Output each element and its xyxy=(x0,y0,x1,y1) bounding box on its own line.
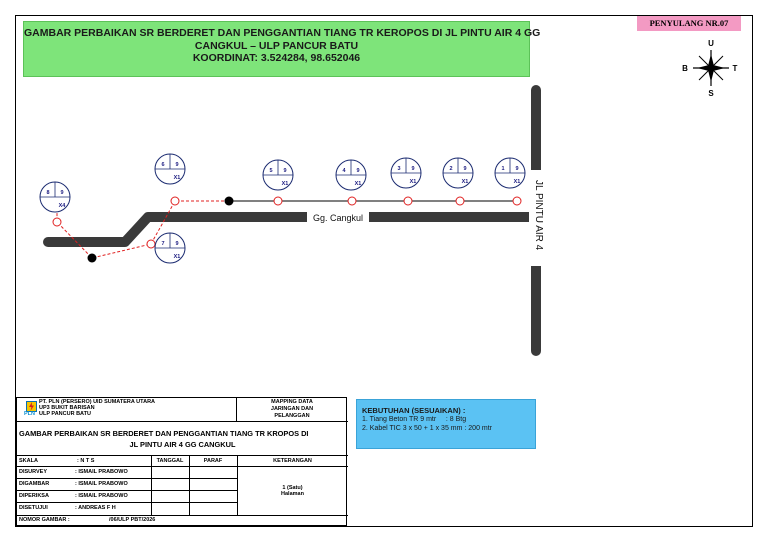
penyulang-label: PENYULANG NR.07 xyxy=(637,16,741,31)
kebutuhan-heading: KEBUTUHAN (SESUAIKAN) : xyxy=(362,406,466,415)
mapping-line-3: PELANGGAN xyxy=(274,413,310,419)
table-header-keterangan: KETERANGAN xyxy=(273,458,312,464)
pln-logo-text: PLN xyxy=(24,411,35,417)
table-header-tanggal: TANGGAL xyxy=(156,458,184,464)
svg-text:X1: X1 xyxy=(513,179,521,185)
title-coordinates: KOORDINAT: 3.524284, 98.652046 xyxy=(192,52,361,64)
svg-text:X1: X1 xyxy=(173,254,181,260)
row-disetujui-label: DISETUJUI xyxy=(19,505,48,511)
row-diperiksa-value: : ISMAIL PRABOWO xyxy=(75,493,128,499)
table-header-scale-value: : N T S xyxy=(77,458,95,464)
svg-text:6: 6 xyxy=(161,162,165,168)
title-block xyxy=(16,397,347,526)
pole-symbol-6 xyxy=(155,154,185,184)
nomor-gambar-value: /06/ULP PBT/2026 xyxy=(109,517,156,523)
title-line-2: CANGKUL – ULP PANCUR BATU xyxy=(194,39,359,52)
svg-text:X4: X4 xyxy=(58,203,66,209)
svg-text:3: 3 xyxy=(397,166,401,172)
svg-text:X1: X1 xyxy=(409,179,417,185)
company-line-1: PT. PLN (PERSERO) UID SUMATERA UTARA xyxy=(39,399,156,405)
company-line-2: UP3 BUKIT BARISAN xyxy=(39,405,95,411)
svg-text:X1: X1 xyxy=(173,175,181,181)
pole-symbol-7 xyxy=(155,233,185,263)
pole-symbol-3 xyxy=(391,158,421,188)
pole-symbol-8 xyxy=(40,182,70,212)
row-digambar-label: DIGAMBAR xyxy=(19,481,50,487)
street-label-main: JL PINTU AIR 4 xyxy=(533,180,544,251)
keterangan-halaman: Halaman xyxy=(281,491,304,497)
kebutuhan-box xyxy=(356,399,536,449)
compass-south: S xyxy=(708,89,714,98)
kebutuhan-item-1: 1. Tiang Beton TR 9 mtr : 8 Btg xyxy=(362,416,467,423)
mapping-line-1: MAPPING DATA xyxy=(271,399,313,405)
row-digambar-value: : ISMAIL PRABOWO xyxy=(75,481,128,487)
svg-text:8: 8 xyxy=(46,190,50,196)
svg-text:X1: X1 xyxy=(354,181,362,187)
row-diperiksa-label: DIPERIKSA xyxy=(19,493,49,499)
drawing-title-line-2: JL PINTU AIR 4 GG CANGKUL xyxy=(129,440,236,449)
svg-text:9: 9 xyxy=(411,166,415,172)
svg-text:7: 7 xyxy=(161,241,165,247)
svg-text:9: 9 xyxy=(175,241,179,247)
company-line-3: ULP PANCUR BATU xyxy=(39,411,91,417)
svg-text:1: 1 xyxy=(501,166,505,172)
svg-text:9: 9 xyxy=(463,166,467,172)
title-line-1: GAMBAR PERBAIKAN SR BERDERET DAN PENGGANTIAN TIANG TR KEROPOS DI JL PINTU AIR 4 GG xyxy=(24,27,541,39)
compass-rose-icon xyxy=(682,39,737,98)
existing-pole-marker xyxy=(225,197,234,206)
pole-symbol-1 xyxy=(495,158,525,188)
pole-symbol-2 xyxy=(443,158,473,188)
row-disurvey-value: : ISMAIL PRABOWO xyxy=(75,469,128,475)
pole-symbol-4 xyxy=(336,160,366,190)
svg-text:9: 9 xyxy=(356,168,360,174)
kebutuhan-item-2: 2. Kabel TIC 3 x 50 + 1 x 35 mm : 200 mtr xyxy=(362,425,493,432)
compass-east: T xyxy=(732,64,738,73)
row-disetujui-value: : ANDREAS F H xyxy=(75,505,116,511)
pole-symbol-5 xyxy=(263,160,293,190)
svg-text:9: 9 xyxy=(60,190,64,196)
svg-text:9: 9 xyxy=(515,166,519,172)
compass-west: B xyxy=(682,64,688,73)
svg-text:9: 9 xyxy=(283,168,287,174)
street-label-side: Gg. Cangkul xyxy=(312,213,364,223)
svg-text:X1: X1 xyxy=(281,181,289,187)
table-header-skala: SKALA xyxy=(19,458,38,464)
svg-text:X1: X1 xyxy=(461,179,469,185)
table-header-paraf: PARAF xyxy=(203,458,223,464)
mapping-line-2: JARINGAN DAN xyxy=(270,406,314,412)
svg-text:5: 5 xyxy=(269,168,273,174)
drawing-title-line-1: GAMBAR PERBAIKAN SR BERDERET DAN PENGGANTIAN TIANG TR KROPOS DI xyxy=(19,429,309,438)
keterangan-pages: 1 (Satu) xyxy=(282,485,303,491)
nomor-gambar-label: NOMOR GAMBAR : xyxy=(19,517,70,523)
svg-text:9: 9 xyxy=(175,162,179,168)
compass-north: U xyxy=(708,39,714,48)
svg-text:2: 2 xyxy=(449,166,453,172)
svg-text:4: 4 xyxy=(342,168,346,174)
row-disurvey-label: DISURVEY xyxy=(19,469,48,475)
existing-pole-marker xyxy=(88,254,97,263)
road-gg-cangkul xyxy=(48,217,536,242)
